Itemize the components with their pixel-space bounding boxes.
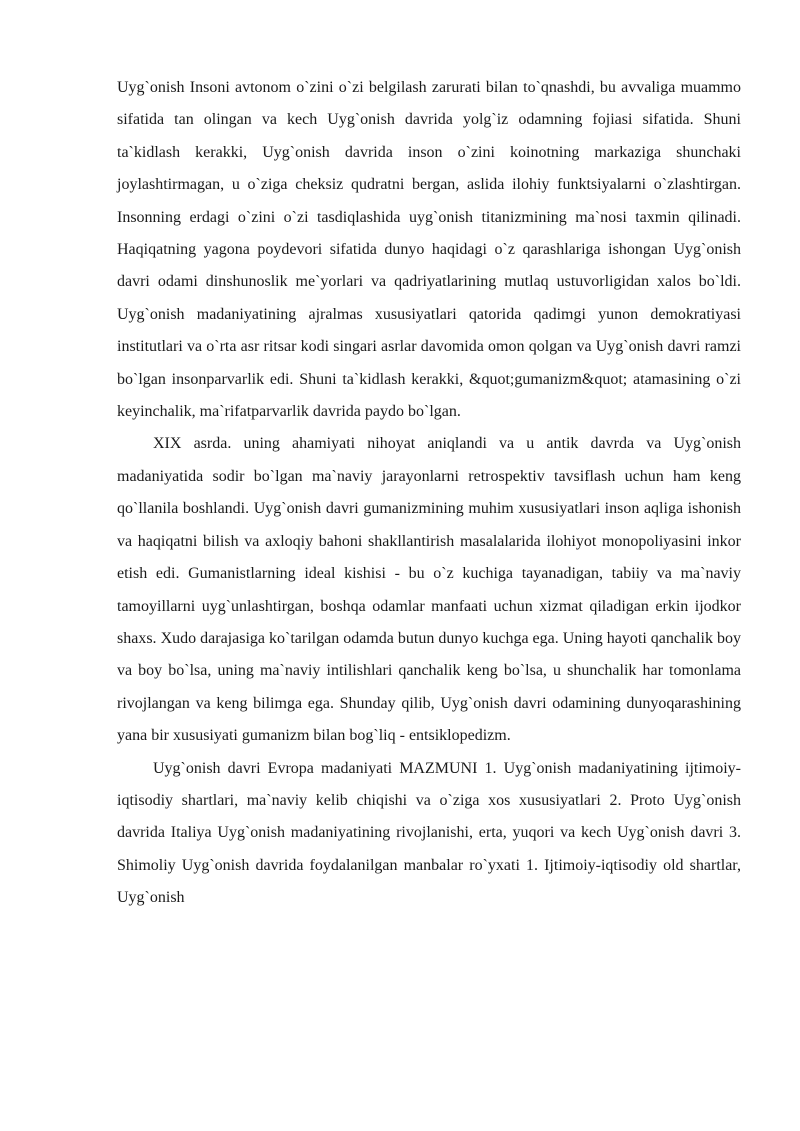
paragraph-3: Uyg`onish davri Evropa madaniyati MAZMUNI 1. Uyg`onish madaniyatining ijtimoiy-iqtisodiy shartlari, ma`naviy kelib chiqishi va o`ziga xos xususiyatlari 2. Proto Uyg`onish davrida Italiya Uyg`onish madaniyatining rivojlanishi, erta, yuqori va kech Uyg`onish davri 3. Shimoliy Uyg`onish davrida foydalanilgan manbalar ro`yxati 1. Ijtimoiy-iqtisodiy old shartlar, Uyg`onish xyxy=(117,759,741,907)
document-page xyxy=(117,72,741,915)
paragraph-1: Uyg`onish Insoni avtonom o`zini o`zi belgilash zarurati bilan to`qnashdi, bu avvaliga muammo sifatida tan olingan va kech Uyg`onish davrida yolg`iz odamning fojiasi sifatida. Shuni ta`kidlash kerakki, Uyg`onish davrida inson o`zini koinotning markaziga shunchaki joylashtirmagan, u o`ziga cheksiz qudratni bergan, aslida ilohiy funktsiyalarni o`zlashtirgan. Insonning erdagi o`zini o`zi tasdiqlashida uyg`onish titanizmining ma`nosi taxmin qilinadi. Haqiqatning yagona poydevori sifatida dunyo haqidagi o`z qarashlariga ishongan Uyg`onish davri odami dinshunoslik me`yorlari va qadriyatlarining mutlaq ustuvorligidan xalos bo`ldi. Uyg`onish madaniyatining ajralmas xususiyatlari qatorida qadimgi yunon demokratiyasi institutlari va o`rta asr ritsar kodi singari asrlar davomida omon qolgan va Uyg`onish davri ramzi bo`lgan insonparvarlik edi. Shuni ta`kidlash kerakki, &quot;gumanizm&quot; atamasining o`zi keyinchalik, ma`rifatparvarlik davrida paydo bo`lgan. xyxy=(117,79,741,421)
paragraph-2: XIX asrda. uning ahamiyati nihoyat aniqlandi va u antik davrda va Uyg`onish madaniyatida sodir bo`lgan ma`naviy jarayonlarni retrospektiv tavsiflash uchun ham keng qo`llanila boshlandi. Uyg`onish davri gumanizmining muhim xususiyatlari inson aqliga ishonish va haqiqatni bilish va axloqiy bahoni shakllantirish masalalarida ilohiyot monopoliyasini inkor etish edi. Gumanistlarning ideal kishisi - bu o`z kuchiga tayanadigan, tabiiy va ma`naviy tamoyillarni uyg`unlashtirgan, boshqa odamlar manfaati uchun xizmat qiladigan erkin ijodkor shaxs. Xudo darajasiga ko`tarilgan odamda butun dunyo kuchga ega. Uning hayoti qanchalik boy va boy bo`lsa, uning ma`naviy intilishlari qanchalik keng bo`lsa, u shunchalik har tomonlama rivojlangan va keng bilimga ega. Shunday qilib, Uyg`onish davri odamining dunyoqarashining yana bir xususiyati gumanizm bilan bog`liq - entsiklopedizm. xyxy=(117,435,741,745)
